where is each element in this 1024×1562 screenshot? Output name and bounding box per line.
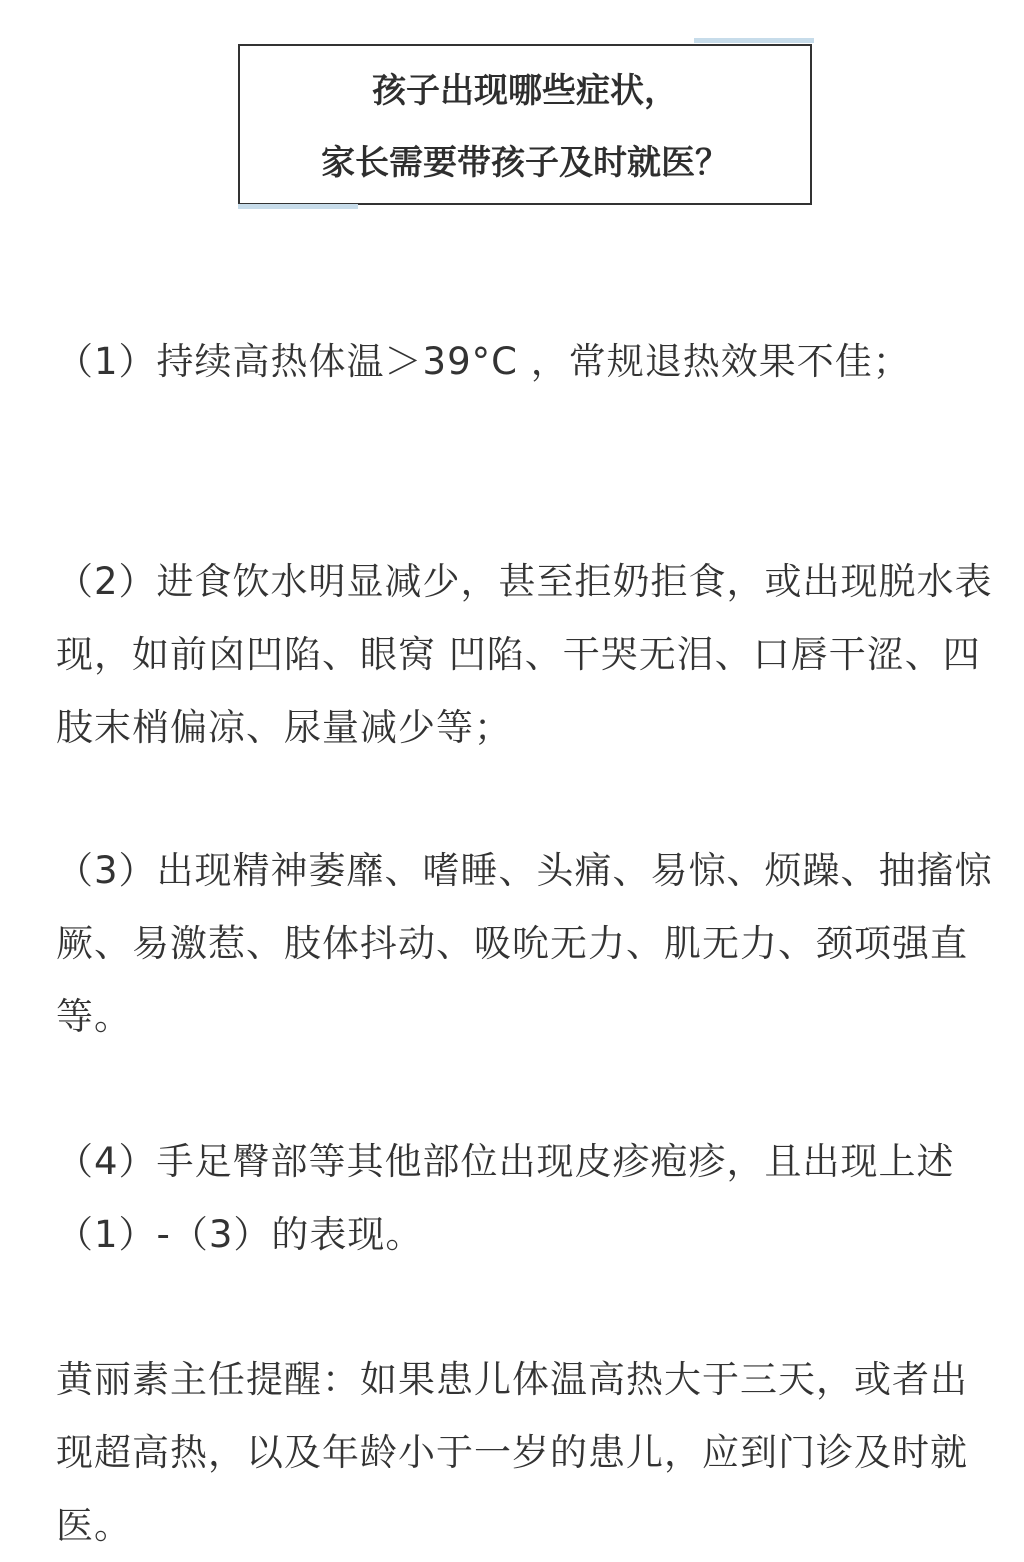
symptom-paragraph-2: （2）进食饮水明显减少，甚至拒奶拒食，或出现脱水表现，如前囟凹陷、眼窝 凹陷、干哭无泪、口唇干涩、四肢末梢偏凉、尿量减少等； (56, 560, 993, 749)
symptom-paragraph-4: （4）手足臀部等其他部位出现皮疹疱疹，且出现上述（1）-（3）的表现。 (56, 1140, 955, 1256)
symptom-paragraph-3: （3）出现精神萎靡、嗜睡、头痛、易惊、烦躁、抽搐惊厥、易激惹、肢体抖动、吸吮无力、肌无力、颈项强直等。 (56, 849, 993, 1038)
title-accent-bottom (238, 204, 358, 209)
doctor-reminder-paragraph: 黄丽素主任提醒：如果患儿体温高热大于三天，或者出现超高热，以及年龄小于一岁的患儿，应到门诊及时就医。 (56, 1358, 968, 1547)
title-box (238, 44, 812, 205)
title-line-2: 家长需要带孩子及时就医？ (321, 143, 729, 183)
title-line-1: 孩子出现哪些症状， (372, 71, 678, 111)
title-accent-top (694, 38, 814, 43)
symptom-paragraph-1: （1）持续高热体温＞39°C ，常规退热效果不佳； (56, 340, 911, 383)
